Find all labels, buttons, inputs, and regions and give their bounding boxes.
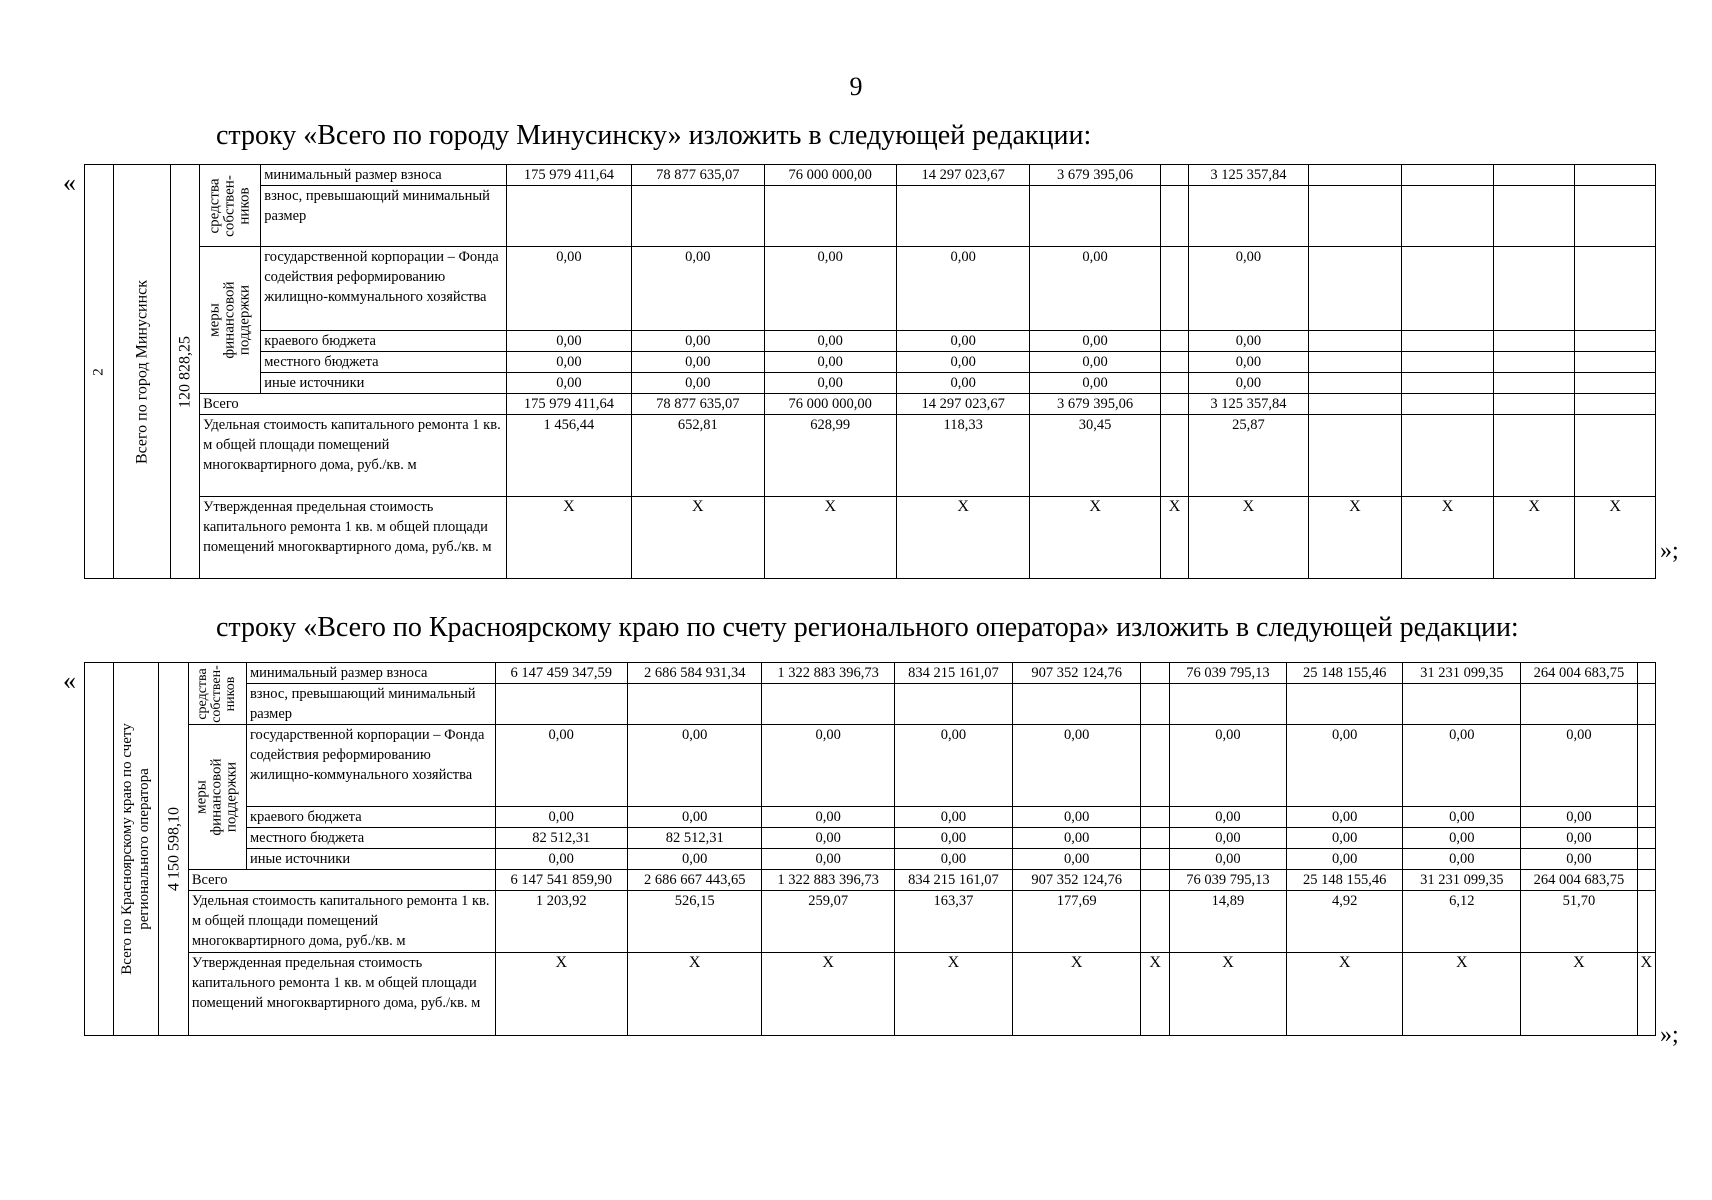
blank-cell	[1637, 870, 1655, 891]
t2-other-4: 0,00	[894, 849, 1012, 870]
t1-total-2: 78 877 635,07	[632, 394, 764, 415]
blank-cell	[1403, 684, 1521, 725]
x-mark: X	[1403, 953, 1521, 1036]
blank-cell	[1030, 186, 1160, 247]
x-mark: X	[1575, 497, 1656, 579]
t2-regional-7: 0,00	[1287, 807, 1403, 828]
blank-cell	[1637, 684, 1655, 725]
t2-state-corp-9: 0,00	[1521, 725, 1637, 807]
blank-cell	[1141, 807, 1170, 828]
t1-total-3: 76 000 000,00	[764, 394, 896, 415]
t2-regional-4: 0,00	[894, 807, 1012, 828]
total-area: 4 150 598,10	[165, 807, 183, 891]
blank-cell	[1308, 186, 1402, 247]
blank-cell	[1493, 247, 1575, 331]
krasnoyarsk-table	[84, 662, 1656, 1036]
blank-cell	[627, 684, 761, 725]
blank-cell	[1575, 415, 1656, 497]
t1-regional-2: 0,00	[632, 331, 764, 352]
t2-unit-cost-8: 6,12	[1403, 891, 1521, 953]
t1-other-5: 0,00	[1030, 373, 1160, 394]
t2-regional-5: 0,00	[1013, 807, 1141, 828]
local-label: местного бюджета	[246, 828, 495, 849]
t1-min-fee-6: 3 125 357,84	[1189, 165, 1308, 186]
t1-total-6: 3 125 357,84	[1189, 394, 1308, 415]
blank-cell	[762, 684, 894, 725]
municipality-cell	[113, 165, 170, 579]
regional-label: краевого бюджета	[246, 807, 495, 828]
page-number: 9	[849, 72, 863, 101]
blank-cell	[1637, 663, 1655, 684]
blank-cell	[1637, 849, 1655, 870]
blank-cell	[506, 186, 631, 247]
x-mark: X	[632, 497, 764, 579]
blank-cell	[1637, 725, 1655, 807]
t2-unit-cost-3: 259,07	[762, 891, 894, 953]
blank-cell	[1402, 415, 1494, 497]
t2-state-corp-6: 0,00	[1169, 725, 1286, 807]
blank-cell	[1521, 684, 1637, 725]
area-cell	[159, 663, 189, 1036]
t1-local-3: 0,00	[764, 352, 896, 373]
blank-cell	[1637, 891, 1655, 953]
blank-cell	[1160, 247, 1189, 331]
t2-other-3: 0,00	[762, 849, 894, 870]
t2-state-corp-1: 0,00	[495, 725, 627, 807]
t1-state-corp-1: 0,00	[506, 247, 631, 331]
blank-cell	[1308, 373, 1402, 394]
minusinsk-table	[84, 164, 1656, 579]
x-mark: X	[764, 497, 896, 579]
blank-cell	[1402, 186, 1494, 247]
t2-min-fee-3: 1 322 883 396,73	[762, 663, 894, 684]
t2-state-corp-7: 0,00	[1287, 725, 1403, 807]
blank-cell	[1308, 394, 1402, 415]
t2-regional-6: 0,00	[1169, 807, 1286, 828]
blank-cell	[1013, 684, 1141, 725]
t2-min-fee-6: 76 039 795,13	[1169, 663, 1286, 684]
blank-cell	[1402, 394, 1494, 415]
blank-cell	[896, 186, 1029, 247]
t2-regional-2: 0,00	[627, 807, 761, 828]
x-mark: X	[896, 497, 1029, 579]
t2-state-corp-4: 0,00	[894, 725, 1012, 807]
t2-state-corp-5: 0,00	[1013, 725, 1141, 807]
blank-cell	[1402, 165, 1494, 186]
blank-cell	[1493, 331, 1575, 352]
blank-cell	[1493, 352, 1575, 373]
blank-cell	[1575, 165, 1656, 186]
x-mark: X	[1287, 953, 1403, 1036]
blank-cell	[1160, 373, 1189, 394]
blank-cell	[1141, 725, 1170, 807]
t1-regional-3: 0,00	[764, 331, 896, 352]
t2-total-5: 907 352 124,76	[1013, 870, 1141, 891]
blank-cell	[1575, 331, 1656, 352]
t2-local-1: 82 512,31	[495, 828, 627, 849]
blank-cell	[1141, 891, 1170, 953]
t1-regional-1: 0,00	[506, 331, 631, 352]
t1-other-3: 0,00	[764, 373, 896, 394]
t1-other-6: 0,00	[1189, 373, 1308, 394]
t1-state-corp-3: 0,00	[764, 247, 896, 331]
blank-cell	[495, 684, 627, 725]
blank-cell	[1160, 331, 1189, 352]
t2-total-2: 2 686 667 443,65	[627, 870, 761, 891]
owners-funds-cell	[200, 165, 261, 247]
blank-cell	[1141, 828, 1170, 849]
total-label: Всего	[200, 394, 507, 415]
blank-cell	[1493, 415, 1575, 497]
state-corp-label: государственной корпорации – Фонда содействия реформированию жилищно-коммунального хозяйства	[261, 247, 507, 331]
region-name: Всего по Красноярскому краю по счету регионального оператора	[118, 723, 152, 975]
x-mark: X	[1637, 953, 1655, 1036]
t1-unit-cost-1: 1 456,44	[506, 415, 631, 497]
over-min-label: взнос, превышающий минимальный размер	[246, 684, 495, 725]
t2-unit-cost-6: 14,89	[1169, 891, 1286, 953]
local-label: местного бюджета	[261, 352, 507, 373]
opening-quote: «	[63, 168, 76, 197]
t2-unit-cost-4: 163,37	[894, 891, 1012, 953]
blank-cell	[1575, 394, 1656, 415]
blank-cell	[1308, 415, 1402, 497]
over-min-label: взнос, превышающий минимальный размер	[261, 186, 507, 247]
t1-min-fee-2: 78 877 635,07	[632, 165, 764, 186]
blank-cell	[1575, 352, 1656, 373]
t1-total-5: 3 679 395,06	[1030, 394, 1160, 415]
x-mark: X	[1030, 497, 1160, 579]
t2-state-corp-2: 0,00	[627, 725, 761, 807]
t1-state-corp-4: 0,00	[896, 247, 1029, 331]
owners-funds-label: средства собствен-ников	[206, 174, 253, 237]
closing-quote: »;	[1660, 1022, 1679, 1048]
t1-local-2: 0,00	[632, 352, 764, 373]
unit-cost-label: Удельная стоимость капитального ремонта 1 кв. м общей площади помещений многоквартирного дома, руб./кв. м	[188, 891, 495, 953]
t1-state-corp-6: 0,00	[1189, 247, 1308, 331]
t1-unit-cost-6: 25,87	[1189, 415, 1308, 497]
owners-funds-cell	[188, 663, 246, 725]
blank-cell	[1575, 186, 1656, 247]
blank-cell	[1402, 331, 1494, 352]
regional-label: краевого бюджета	[261, 331, 507, 352]
blank-cell	[1308, 352, 1402, 373]
x-mark: X	[1493, 497, 1575, 579]
blank-cell	[1493, 165, 1575, 186]
blank-cell	[1575, 247, 1656, 331]
blank-cell	[1141, 684, 1170, 725]
t2-state-corp-8: 0,00	[1403, 725, 1521, 807]
t1-min-fee-3: 76 000 000,00	[764, 165, 896, 186]
t2-local-5: 0,00	[1013, 828, 1141, 849]
x-mark: X	[894, 953, 1012, 1036]
x-mark: X	[1308, 497, 1402, 579]
heading-krasnoyarsk: строку «Всего по Красноярскому краю по счету регионального оператора» изложить в следующей редакции:	[216, 612, 1519, 643]
t2-other-8: 0,00	[1403, 849, 1521, 870]
blank-cell	[1637, 807, 1655, 828]
t2-min-fee-2: 2 686 584 931,34	[627, 663, 761, 684]
t2-total-9: 264 004 683,75	[1521, 870, 1637, 891]
blank-cell	[632, 186, 764, 247]
t1-total-4: 14 297 023,67	[896, 394, 1029, 415]
opening-quote: «	[63, 666, 76, 695]
t2-total-8: 31 231 099,35	[1403, 870, 1521, 891]
t1-local-5: 0,00	[1030, 352, 1160, 373]
blank-cell	[1308, 331, 1402, 352]
unit-cost-label: Удельная стоимость капитального ремонта 1 кв. м общей площади помещений многоквартирного дома, руб./кв. м	[200, 415, 507, 497]
t2-regional-3: 0,00	[762, 807, 894, 828]
t1-other-1: 0,00	[506, 373, 631, 394]
t1-regional-4: 0,00	[896, 331, 1029, 352]
x-mark: X	[762, 953, 894, 1036]
blank-cell	[1493, 394, 1575, 415]
total-label: Всего	[188, 870, 495, 891]
blank-cell	[1141, 849, 1170, 870]
x-mark: X	[1013, 953, 1141, 1036]
other-label: иные источники	[246, 849, 495, 870]
blank-cell	[1402, 247, 1494, 331]
support-label: меры финансовой поддержки	[206, 281, 253, 359]
x-mark: X	[1160, 497, 1189, 579]
t2-min-fee-1: 6 147 459 347,59	[495, 663, 627, 684]
blank-cell	[1308, 165, 1402, 186]
blank-cell	[1160, 165, 1189, 186]
t2-local-6: 0,00	[1169, 828, 1286, 849]
t1-regional-6: 0,00	[1189, 331, 1308, 352]
blank-cell	[1637, 828, 1655, 849]
t2-local-7: 0,00	[1287, 828, 1403, 849]
t1-local-1: 0,00	[506, 352, 631, 373]
blank-cell	[1160, 394, 1189, 415]
t2-local-2: 82 512,31	[627, 828, 761, 849]
t2-other-6: 0,00	[1169, 849, 1286, 870]
blank-cell	[1308, 247, 1402, 331]
t1-other-2: 0,00	[632, 373, 764, 394]
t2-state-corp-3: 0,00	[762, 725, 894, 807]
blank-cell	[764, 186, 896, 247]
t2-regional-1: 0,00	[495, 807, 627, 828]
blank-cell	[1189, 186, 1308, 247]
blank-cell	[1493, 186, 1575, 247]
total-area: 120 828,25	[176, 335, 194, 408]
t1-unit-cost-5: 30,45	[1030, 415, 1160, 497]
municipality-name: Всего по город Минусинск	[133, 279, 151, 464]
blank-cell	[1160, 415, 1189, 497]
support-label: меры финансовой поддержки	[193, 758, 240, 836]
closing-quote: »;	[1660, 538, 1679, 564]
x-mark: X	[627, 953, 761, 1036]
owners-funds-label: средства собствен-ников	[195, 664, 239, 723]
support-cell	[188, 725, 246, 870]
blank-cell	[1141, 870, 1170, 891]
region-cell	[113, 663, 159, 1036]
row-number-cell	[85, 165, 114, 579]
min-fee-label: минимальный размер взноса	[246, 663, 495, 684]
t2-other-5: 0,00	[1013, 849, 1141, 870]
t1-local-4: 0,00	[896, 352, 1029, 373]
t1-unit-cost-3: 628,99	[764, 415, 896, 497]
t2-unit-cost-1: 1 203,92	[495, 891, 627, 953]
t2-unit-cost-9: 51,70	[1521, 891, 1637, 953]
t1-total-1: 175 979 411,64	[506, 394, 631, 415]
t2-local-3: 0,00	[762, 828, 894, 849]
t2-min-fee-4: 834 215 161,07	[894, 663, 1012, 684]
t2-local-4: 0,00	[894, 828, 1012, 849]
t2-min-fee-7: 25 148 155,46	[1287, 663, 1403, 684]
blank-cell	[1402, 373, 1494, 394]
x-mark: X	[1169, 953, 1286, 1036]
blank-cell	[1402, 352, 1494, 373]
row-number: 2	[90, 367, 107, 376]
x-mark: X	[1402, 497, 1494, 579]
t1-regional-5: 0,00	[1030, 331, 1160, 352]
t2-unit-cost-5: 177,69	[1013, 891, 1141, 953]
blank-cell	[85, 663, 114, 1036]
t2-other-9: 0,00	[1521, 849, 1637, 870]
t2-regional-8: 0,00	[1403, 807, 1521, 828]
t1-unit-cost-2: 652,81	[632, 415, 764, 497]
t1-state-corp-5: 0,00	[1030, 247, 1160, 331]
blank-cell	[1141, 663, 1170, 684]
blank-cell	[1169, 684, 1286, 725]
t2-unit-cost-7: 4,92	[1287, 891, 1403, 953]
t2-total-3: 1 322 883 396,73	[762, 870, 894, 891]
t1-min-fee-4: 14 297 023,67	[896, 165, 1029, 186]
t1-state-corp-2: 0,00	[632, 247, 764, 331]
state-corp-label: государственной корпорации – Фонда содействия реформированию жилищно-коммунального хозяйства	[246, 725, 495, 807]
blank-cell	[1493, 373, 1575, 394]
blank-cell	[894, 684, 1012, 725]
limit-cost-label: Утвержденная предельная стоимость капитального ремонта 1 кв. м общей площади помещений многоквартирного дома, руб./кв. м	[200, 497, 507, 579]
blank-cell	[1160, 352, 1189, 373]
x-mark: X	[495, 953, 627, 1036]
t2-local-8: 0,00	[1403, 828, 1521, 849]
t2-min-fee-8: 31 231 099,35	[1403, 663, 1521, 684]
t2-other-7: 0,00	[1287, 849, 1403, 870]
t2-other-1: 0,00	[495, 849, 627, 870]
t1-unit-cost-4: 118,33	[896, 415, 1029, 497]
x-mark: X	[1521, 953, 1637, 1036]
t2-total-7: 25 148 155,46	[1287, 870, 1403, 891]
blank-cell	[1160, 186, 1189, 247]
t2-min-fee-9: 264 004 683,75	[1521, 663, 1637, 684]
t1-min-fee-1: 175 979 411,64	[506, 165, 631, 186]
x-mark: X	[1189, 497, 1308, 579]
t2-total-4: 834 215 161,07	[894, 870, 1012, 891]
t2-unit-cost-2: 526,15	[627, 891, 761, 953]
t2-other-2: 0,00	[627, 849, 761, 870]
x-mark: X	[1141, 953, 1170, 1036]
support-cell	[200, 247, 261, 394]
t2-total-1: 6 147 541 859,90	[495, 870, 627, 891]
t1-local-6: 0,00	[1189, 352, 1308, 373]
t2-min-fee-5: 907 352 124,76	[1013, 663, 1141, 684]
area-cell	[170, 165, 200, 579]
t1-min-fee-5: 3 679 395,06	[1030, 165, 1160, 186]
limit-cost-label: Утвержденная предельная стоимость капитального ремонта 1 кв. м общей площади помещений многоквартирного дома, руб./кв. м	[188, 953, 495, 1036]
x-mark: X	[506, 497, 631, 579]
other-label: иные источники	[261, 373, 507, 394]
t2-local-9: 0,00	[1521, 828, 1637, 849]
min-fee-label: минимальный размер взноса	[261, 165, 507, 186]
t2-regional-9: 0,00	[1521, 807, 1637, 828]
heading-minusinsk: строку «Всего по городу Минусинску» изложить в следующей редакции:	[216, 120, 1092, 151]
t1-other-4: 0,00	[896, 373, 1029, 394]
t2-total-6: 76 039 795,13	[1169, 870, 1286, 891]
blank-cell	[1287, 684, 1403, 725]
blank-cell	[1575, 373, 1656, 394]
